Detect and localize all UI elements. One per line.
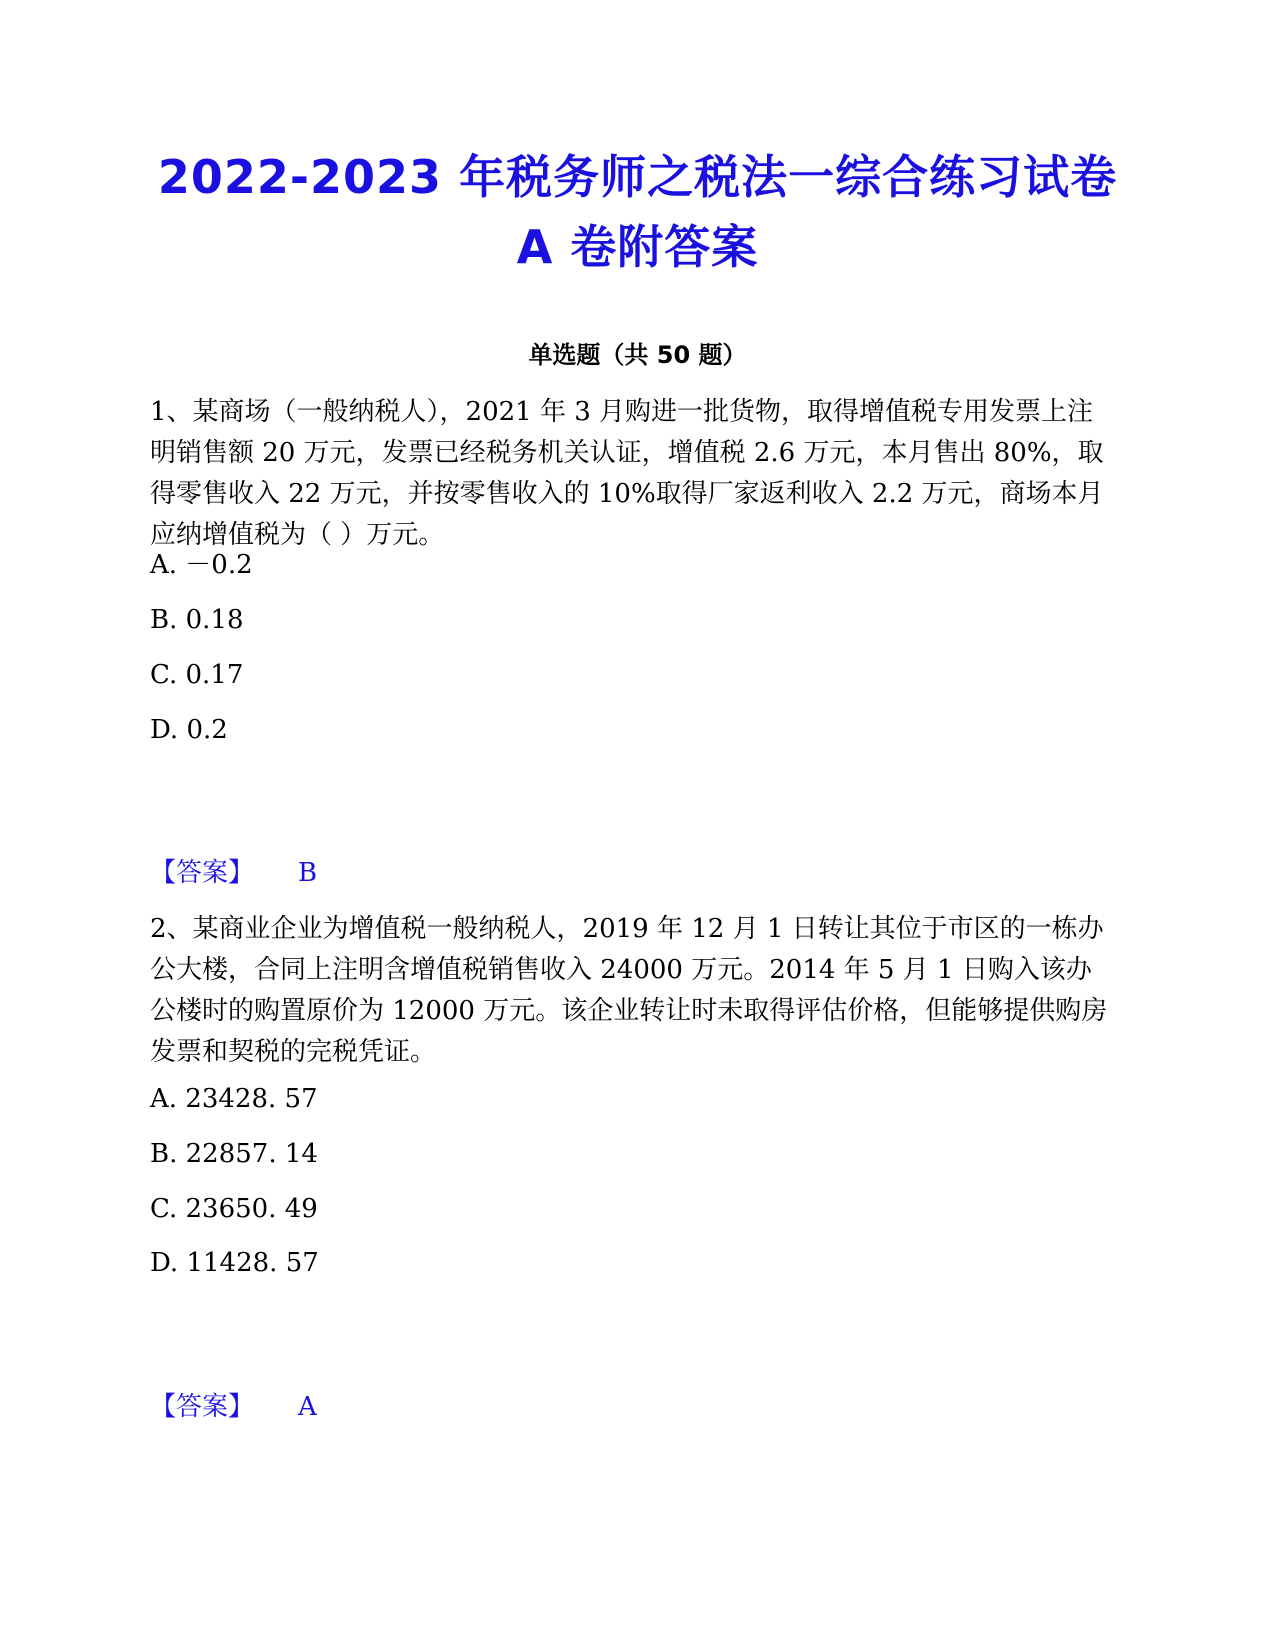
question-1-option-c: C. 0.17 [150,660,244,690]
question-1-text: 1、某商场（一般纳税人），2021 年 3 月购进一批货物，取得增值税专用发票上注明销售额 20 万元，发票已经税务机关认证，增值税 2.6 万元，本月售出 80%，取得零售收入 22 万元，并按零售收入的 10%取得厂家返利收入 2.2 万元，商场本月应纳增值税为（ ）万元。 [150,397,1104,550]
answer-label: 【答案】 [150,1392,255,1422]
document-title-line1: 2022-2023 年税务师之税法一综合练习试卷 [157,150,1118,204]
question-2-text: 2、某商业企业为增值税一般纳税人，2019 年 12 月 1 日转让其位于市区的一栋办公大楼，合同上注明含增值税销售收入 24000 万元。2014 年 5 月 1 日购入该办公楼时的购置原价为 12000 万元。该企业转让时未取得评估价格，但能够提供购房发票和契税的完税凭证。 [150,914,1108,1067]
question-2-option-a: A. 23428. 57 [150,1084,318,1114]
question-2-option-c: C. 23650. 49 [150,1194,318,1224]
question-2-option-d: D. 11428. 57 [150,1248,319,1278]
answer-value: A [298,1392,317,1422]
question-1-option-b: B. 0.18 [150,605,244,635]
answer-label: 【答案】 [150,858,255,888]
question-2-option-b: B. 22857. 14 [150,1139,318,1169]
answer-value: B [298,858,318,888]
section-heading: 单选题（共 50 题） [528,341,747,369]
document-title-line2: A 卷附答案 [516,220,759,274]
question-1-answer [150,856,317,890]
question-2-answer [150,1390,317,1424]
question-1-option-d: D. 0.2 [150,715,228,745]
question-1-option-a: A. －0.2 [150,550,253,580]
